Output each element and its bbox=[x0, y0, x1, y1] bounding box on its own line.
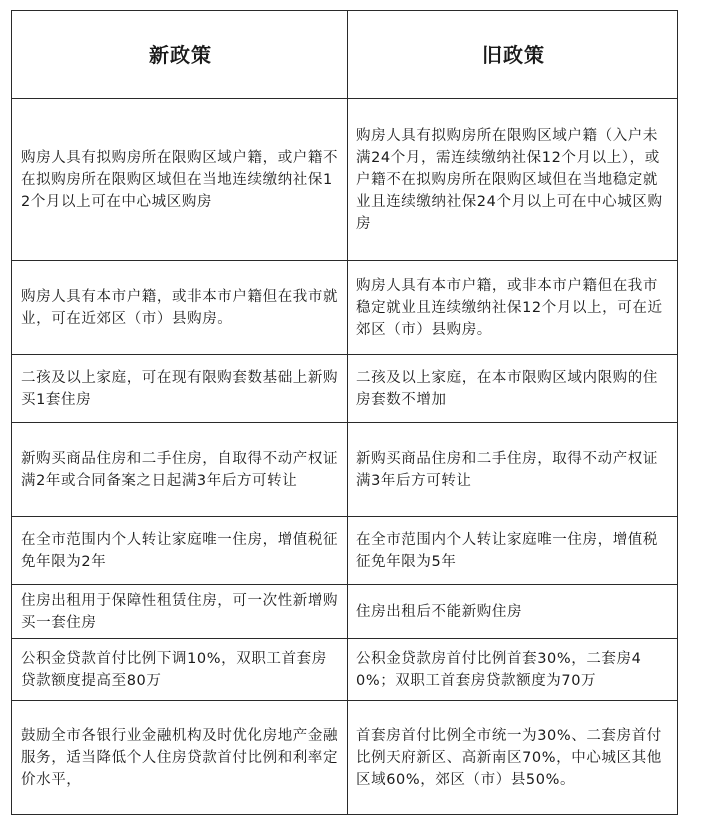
old-policy-cell: 新购买商品住房和二手住房，取得不动产权证满3年后方可转让 bbox=[348, 423, 678, 517]
header-new-policy: 新政策 bbox=[12, 11, 348, 99]
old-policy-cell: 二孩及以上家庭，在本市限购区域内限购的住房套数不增加 bbox=[348, 355, 678, 423]
table-row bbox=[12, 261, 678, 355]
new-policy-cell: 鼓励全市各银行业金融机构及时优化房地产金融服务，适当降低个人住房贷款首付比例和利率定价水平， bbox=[12, 701, 348, 815]
new-policy-cell: 二孩及以上家庭，可在现有限购套数基础上新购买1套住房 bbox=[12, 355, 348, 423]
header-old-policy: 旧政策 bbox=[348, 11, 678, 99]
table-row bbox=[12, 701, 678, 815]
table-row bbox=[12, 639, 678, 701]
new-policy-cell: 住房出租用于保障性租赁住房，可一次性新增购买一套住房 bbox=[12, 585, 348, 639]
table-row bbox=[12, 423, 678, 517]
header-row bbox=[12, 11, 678, 99]
new-policy-cell: 在全市范围内个人转让家庭唯一住房，增值税征免年限为2年 bbox=[12, 517, 348, 585]
new-policy-cell: 购房人具有拟购房所在限购区域户籍，或户籍不在拟购房所在限购区域但在当地连续缴纳社保12个月以上可在中心城区购房 bbox=[12, 99, 348, 261]
table-row bbox=[12, 585, 678, 639]
old-policy-cell: 公积金贷款房首付比例首套30%，二套房40%；双职工首套房贷款额度为70万 bbox=[348, 639, 678, 701]
old-policy-cell: 购房人具有拟购房所在限购区域户籍（入户未满24个月，需连续缴纳社保12个月以上），或户籍不在拟购房所在限购区域但在当地稳定就业且连续缴纳社保24个月以上可在中心城区购房 bbox=[348, 99, 678, 261]
new-policy-cell: 公积金贷款首付比例下调10%，双职工首套房贷款额度提高至80万 bbox=[12, 639, 348, 701]
old-policy-cell: 住房出租后不能新购住房 bbox=[348, 585, 678, 639]
table-row bbox=[12, 517, 678, 585]
table-row bbox=[12, 99, 678, 261]
old-policy-cell: 首套房首付比例全市统一为30%、二套房首付比例天府新区、高新南区70%，中心城区其他区域60%，郊区（市）县50%。 bbox=[348, 701, 678, 815]
policy-comparison-table bbox=[11, 10, 678, 815]
new-policy-cell: 购房人具有本市户籍，或非本市户籍但在我市就业，可在近郊区（市）县购房。 bbox=[12, 261, 348, 355]
new-policy-cell: 新购买商品住房和二手住房，自取得不动产权证满2年或合同备案之日起满3年后方可转让 bbox=[12, 423, 348, 517]
table-row bbox=[12, 355, 678, 423]
old-policy-cell: 购房人具有本市户籍，或非本市户籍但在我市稳定就业且连续缴纳社保12个月以上，可在近郊区（市）县购房。 bbox=[348, 261, 678, 355]
old-policy-cell: 在全市范围内个人转让家庭唯一住房，增值税征免年限为5年 bbox=[348, 517, 678, 585]
